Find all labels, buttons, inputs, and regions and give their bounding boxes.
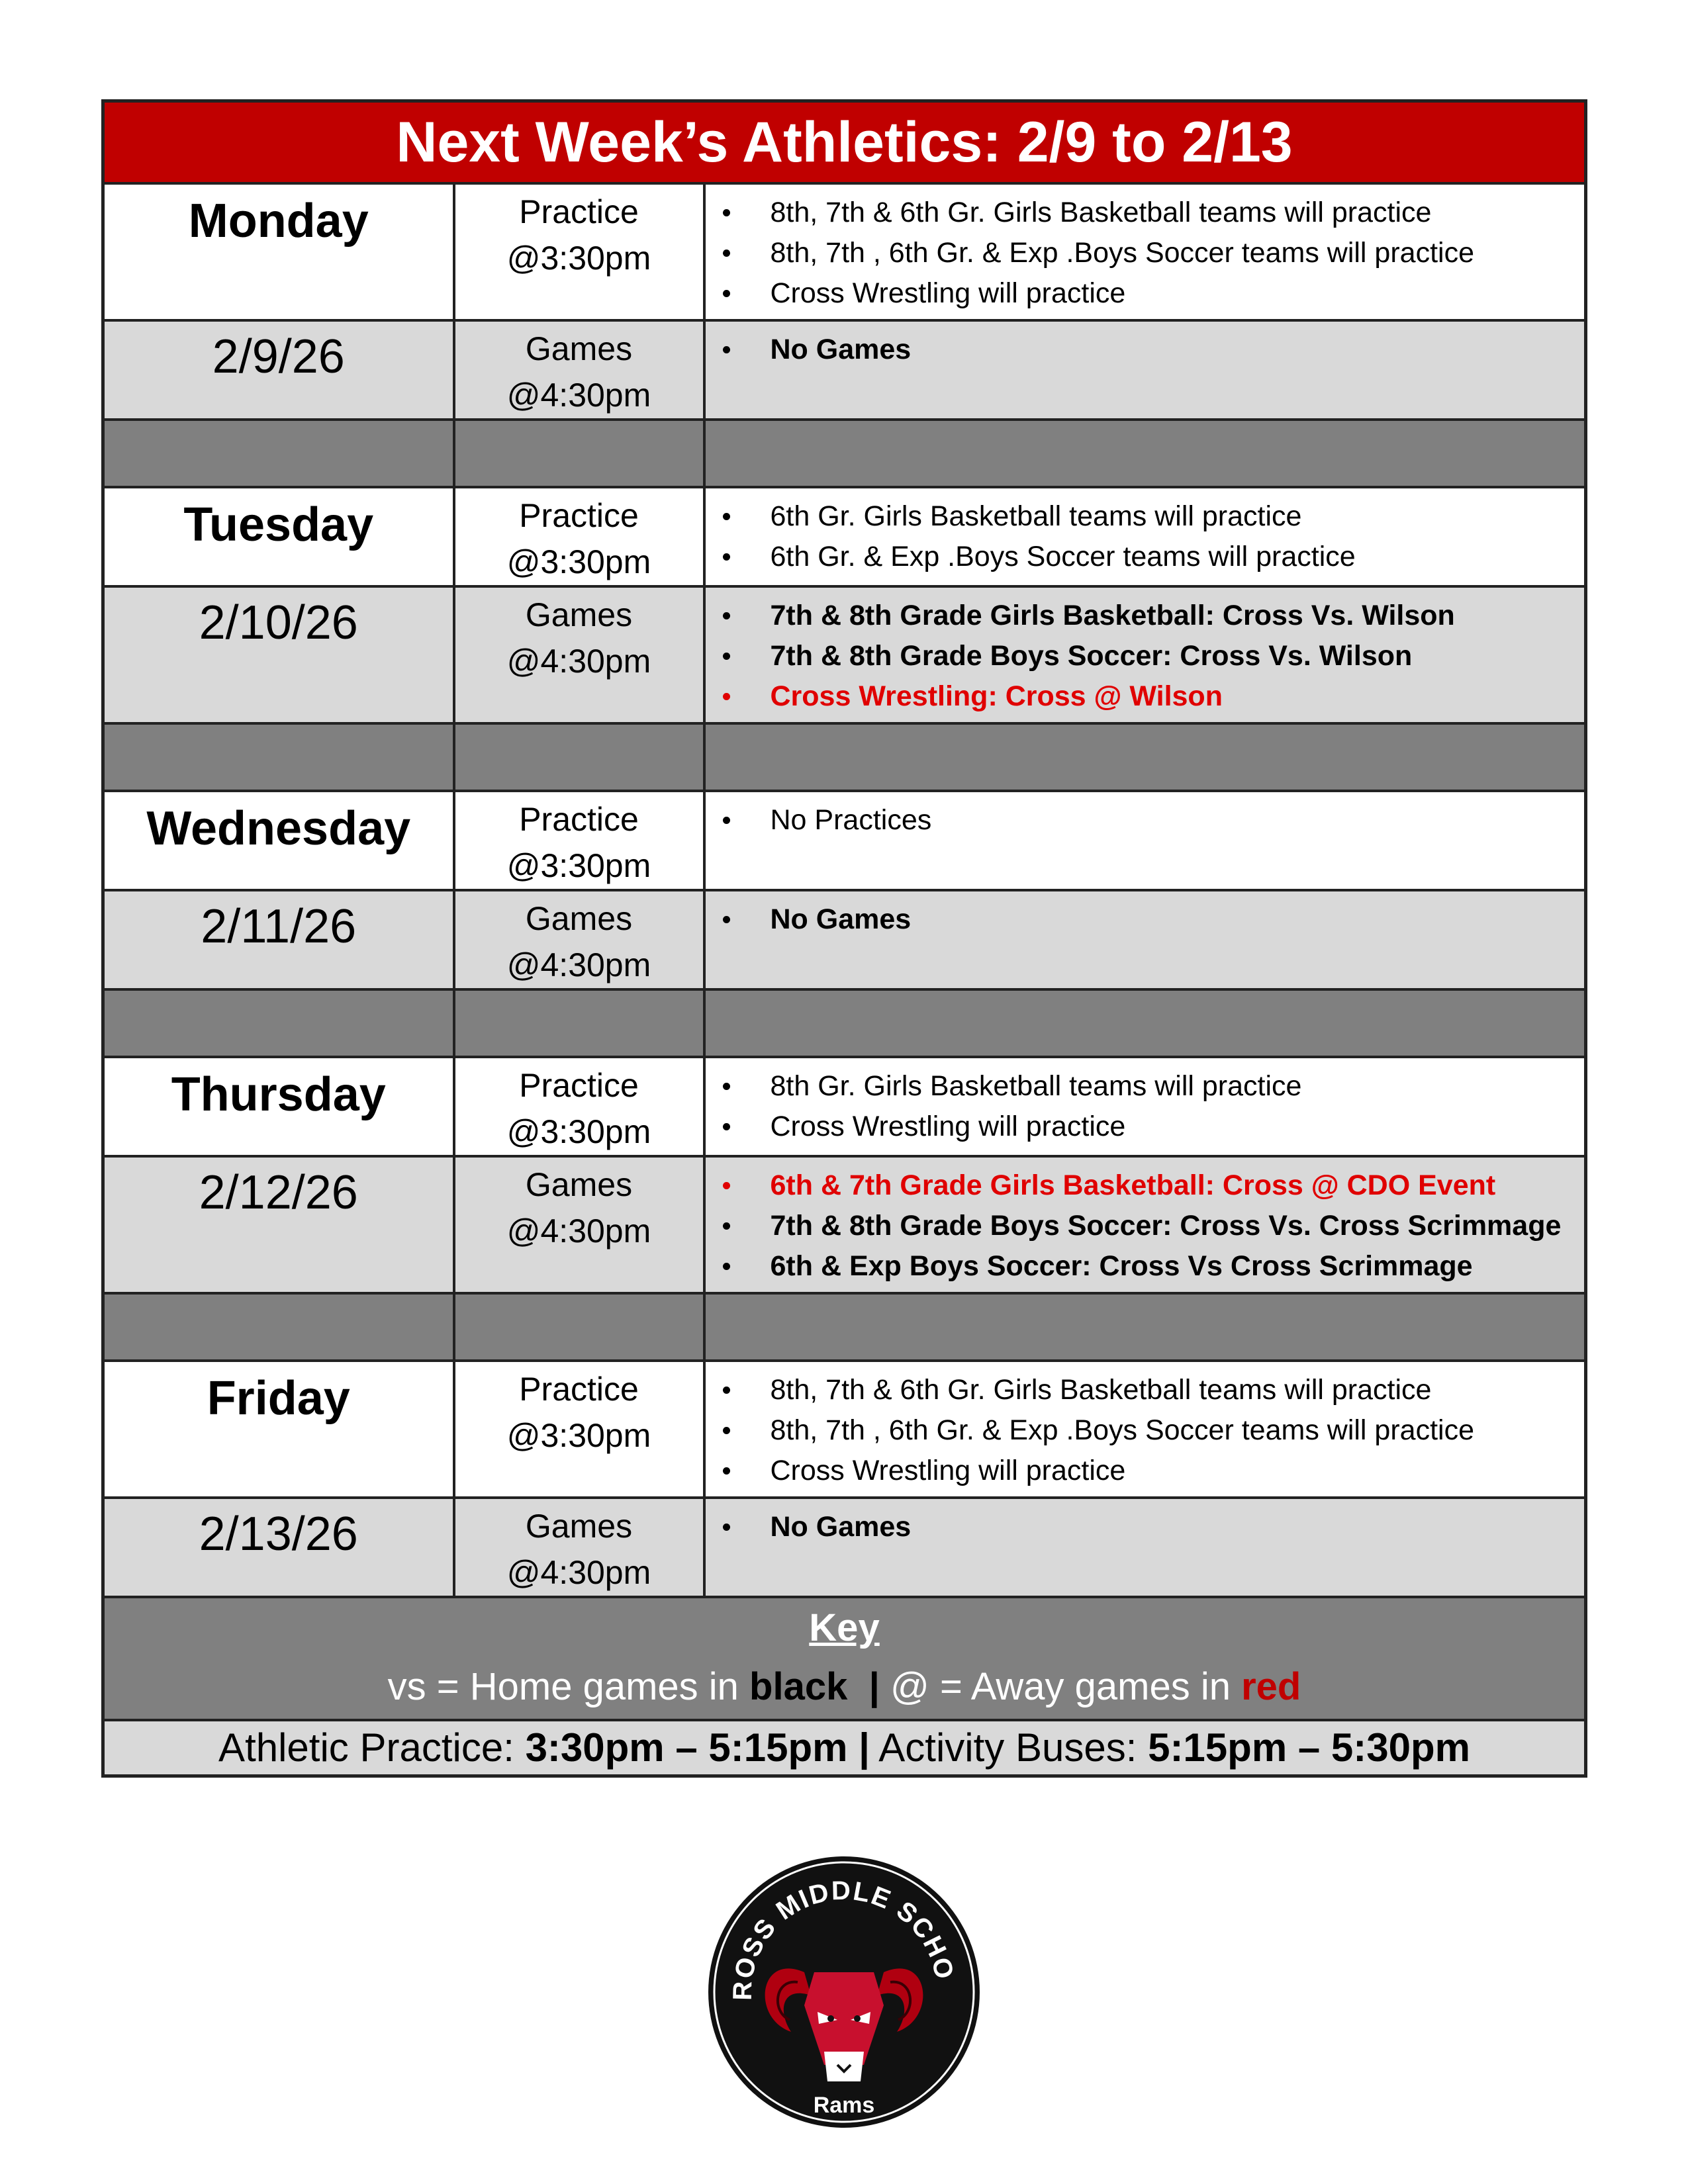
day-name: Wednesday xyxy=(103,791,454,890)
separator-cell xyxy=(704,1293,1586,1361)
day-date: 2/11/26 xyxy=(103,890,454,989)
games-label-line: Games xyxy=(525,330,633,367)
footer-bus-label: Activity Buses: xyxy=(869,1725,1149,1770)
practice-label xyxy=(454,183,704,320)
games-item: 6th & Exp Boys Soccer: Cross Vs Cross Scrimmage xyxy=(706,1246,1585,1287)
practice-item: Cross Wrestling will practice xyxy=(706,1451,1585,1491)
practice-label-line: @3:30pm xyxy=(506,1417,651,1454)
practice-item: 8th, 7th , 6th Gr. & Exp .Boys Soccer teams will practice xyxy=(706,1410,1585,1451)
games-label xyxy=(454,1156,704,1293)
games-item: Cross Wrestling: Cross @ Wilson xyxy=(706,676,1585,717)
games-label-line: Games xyxy=(525,1508,633,1545)
separator-cell xyxy=(704,420,1586,487)
schedule-table xyxy=(101,99,1587,1778)
games-label-line: @4:30pm xyxy=(506,643,651,680)
separator-cell xyxy=(454,1293,704,1361)
practice-details xyxy=(704,487,1586,586)
practice-label-line: Practice xyxy=(519,1067,639,1104)
practice-item: Cross Wrestling will practice xyxy=(706,1107,1585,1147)
practice-item: 6th Gr. & Exp .Boys Soccer teams will practice xyxy=(706,537,1585,577)
day-date: 2/10/26 xyxy=(103,586,454,723)
practice-row xyxy=(103,487,1586,586)
key-row xyxy=(103,1597,1586,1720)
practice-row xyxy=(103,1057,1586,1156)
games-item: No Games xyxy=(706,330,1585,370)
practice-label-line: Practice xyxy=(519,193,639,230)
games-label-line: Games xyxy=(525,900,633,937)
practice-item: 8th, 7th & 6th Gr. Girls Basketball teams will practice xyxy=(706,1370,1585,1410)
separator-row xyxy=(103,989,1586,1057)
footer-practice-time: 3:30pm – 5:15pm xyxy=(525,1725,848,1770)
games-row xyxy=(103,1498,1586,1597)
practice-label-line: @3:30pm xyxy=(506,847,651,884)
games-row xyxy=(103,320,1586,420)
games-item: 7th & 8th Grade Boys Soccer: Cross Vs. Wilson xyxy=(706,636,1585,676)
key-away-color-word: red xyxy=(1241,1665,1301,1708)
practice-label xyxy=(454,487,704,586)
separator-row xyxy=(103,1293,1586,1361)
practice-label-line: Practice xyxy=(519,801,639,838)
practice-item: 8th, 7th & 6th Gr. Girls Basketball teams will practice xyxy=(706,193,1585,233)
practice-list xyxy=(706,792,1585,846)
day-name: Friday xyxy=(103,1361,454,1498)
practice-details xyxy=(704,1057,1586,1156)
practice-details xyxy=(704,791,1586,890)
footer-bus-time: 5:15pm – 5:30pm xyxy=(1148,1725,1470,1770)
games-list xyxy=(706,322,1585,375)
games-details xyxy=(704,320,1586,420)
practice-list xyxy=(706,488,1585,582)
practice-item: No Practices xyxy=(706,800,1585,841)
games-details xyxy=(704,586,1586,723)
games-row xyxy=(103,1156,1586,1293)
games-row xyxy=(103,586,1586,723)
ram-head-icon xyxy=(705,1853,983,2131)
svg-text:Rams: Rams xyxy=(813,2093,875,2118)
games-item: 7th & 8th Grade Girls Basketball: Cross Vs. Wilson xyxy=(706,596,1585,636)
separator-cell xyxy=(103,1293,454,1361)
separator-cell xyxy=(704,723,1586,791)
games-label-line: @4:30pm xyxy=(506,1212,651,1250)
games-label xyxy=(454,586,704,723)
separator-row xyxy=(103,723,1586,791)
practice-details xyxy=(704,1361,1586,1498)
practice-row xyxy=(103,791,1586,890)
practice-label xyxy=(454,1057,704,1156)
practice-item: Cross Wrestling will practice xyxy=(706,273,1585,314)
footer-row xyxy=(103,1720,1586,1776)
practice-label-line: Practice xyxy=(519,1371,639,1408)
svg-text:CROSS MIDDLE SCHOOL: ROSS MIDDLE SCHO xyxy=(727,1876,960,2001)
games-item: No Games xyxy=(706,1507,1585,1547)
games-row xyxy=(103,890,1586,989)
games-list xyxy=(706,891,1585,945)
practice-label-line: @3:30pm xyxy=(506,1113,651,1150)
key-section xyxy=(103,1597,1586,1720)
games-label-line: Games xyxy=(525,1166,633,1203)
games-item: 6th & 7th Grade Girls Basketball: Cross @ CDO Event xyxy=(706,1165,1585,1206)
practice-item: 8th, 7th , 6th Gr. & Exp .Boys Soccer teams will practice xyxy=(706,233,1585,273)
day-name: Monday xyxy=(103,183,454,320)
day-name: Tuesday xyxy=(103,487,454,586)
day-date: 2/12/26 xyxy=(103,1156,454,1293)
footer-times xyxy=(103,1720,1586,1776)
page-title: Next Week’s Athletics: 2/9 to 2/13 xyxy=(103,101,1586,184)
games-list xyxy=(706,1499,1585,1553)
separator-cell xyxy=(103,989,454,1057)
key-away-text: @ = Away games in xyxy=(879,1665,1242,1708)
key-separator: | xyxy=(868,1665,880,1708)
separator-cell xyxy=(704,989,1586,1057)
separator-cell xyxy=(454,723,704,791)
practice-label xyxy=(454,791,704,890)
footer-practice-label: Athletic Practice: xyxy=(218,1725,526,1770)
games-label-line: Games xyxy=(525,596,633,633)
practice-item: 6th Gr. Girls Basketball teams will practice xyxy=(706,496,1585,537)
games-item: 7th & 8th Grade Boys Soccer: Cross Vs. Cross Scrimmage xyxy=(706,1206,1585,1246)
practice-label xyxy=(454,1361,704,1498)
practice-list xyxy=(706,185,1585,319)
practice-label-line: Practice xyxy=(519,497,639,534)
separator-row xyxy=(103,420,1586,487)
games-label-line: @4:30pm xyxy=(506,377,651,414)
day-date: 2/13/26 xyxy=(103,1498,454,1597)
games-label xyxy=(454,890,704,989)
key-legend xyxy=(105,1655,1584,1719)
games-list xyxy=(706,588,1585,722)
games-details xyxy=(704,1156,1586,1293)
games-item: No Games xyxy=(706,899,1585,940)
footer-separator: | xyxy=(859,1725,870,1770)
practice-row xyxy=(103,1361,1586,1498)
key-home-color-word: black xyxy=(749,1665,848,1708)
games-label-line: @4:30pm xyxy=(506,946,651,983)
day-date: 2/9/26 xyxy=(103,320,454,420)
practice-details xyxy=(704,183,1586,320)
games-label xyxy=(454,320,704,420)
games-list xyxy=(706,1158,1585,1292)
practice-label-line: @3:30pm xyxy=(506,543,651,580)
day-name: Thursday xyxy=(103,1057,454,1156)
practice-row xyxy=(103,183,1586,320)
games-details xyxy=(704,1498,1586,1597)
separator-cell xyxy=(454,989,704,1057)
separator-cell xyxy=(454,420,704,487)
title-row xyxy=(103,101,1586,184)
separator-cell xyxy=(103,723,454,791)
practice-list xyxy=(706,1362,1585,1496)
games-label-line: @4:30pm xyxy=(506,1554,651,1591)
practice-list xyxy=(706,1058,1585,1152)
games-label xyxy=(454,1498,704,1597)
key-title: Key xyxy=(809,1606,880,1649)
school-logo xyxy=(705,1853,983,2131)
practice-label-line: @3:30pm xyxy=(506,240,651,277)
separator-cell xyxy=(103,420,454,487)
games-details xyxy=(704,890,1586,989)
key-home-text: vs = Home games in xyxy=(387,1665,750,1708)
practice-item: 8th Gr. Girls Basketball teams will practice xyxy=(706,1066,1585,1107)
